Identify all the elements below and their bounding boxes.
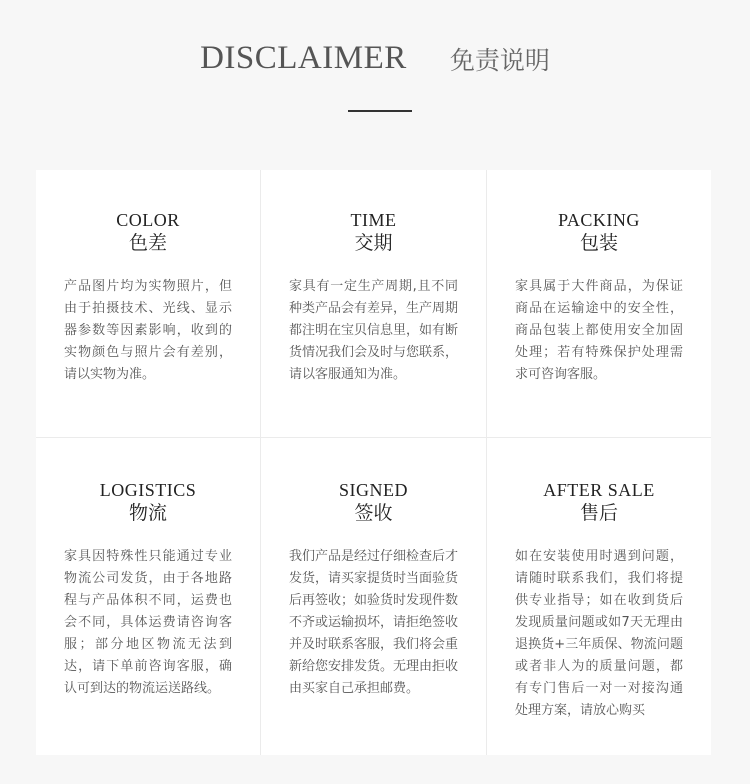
card-description: 如在安装使用时遇到问题，请随时联系我们，我们将提供专业指导；如在收到货后发现质量问题或如7天无理由退换货+三年质保、物流问题或者非人为的质量问题，都有专门售后一对一对接沟通处理方案，请放心购买: [515, 549, 683, 718]
disclaimer-grid: [36, 170, 711, 755]
disclaimer-header: [0, 40, 750, 77]
card-description: 家具有一定生产周期,且不同种类产品会有差异，生产周期都注明在宝贝信息里，如有断货情况我们会及时与您联系，请以客服通知为准。: [289, 279, 459, 382]
card-title-en: SIGNED: [339, 480, 408, 500]
card-time: [261, 170, 486, 437]
card-description: 家具属于大件商品，为保证商品在运输途中的安全性，商品包装上都使用安全加固处理；若有特殊保护处理需求可咨询客服。: [515, 279, 683, 382]
card-signed: [261, 438, 486, 755]
card-logistics: [36, 438, 260, 755]
card-description: 家具因特殊性只能通过专业物流公司发货，由于各地路程与产品体积不同，运费也会不同，具体运费请咨询客服；部分地区物流无法到达，请下单前咨询客服，确认可到达的物流运送路线。: [64, 549, 232, 696]
card-title-en: COLOR: [116, 210, 180, 230]
card-after-sale: [487, 438, 711, 755]
card-title-cn: 物流: [128, 502, 167, 524]
card-description: 我们产品是经过仔细检查后才发货，请买家提货时当面验货后再签收；如验货时发现件数不齐或运输损坏，请拒绝签收并及时联系客服，我们将会重新给您安排发货。无理由拒收由买家自己承担邮费。: [289, 549, 459, 696]
card-title-cn: 签收: [354, 502, 393, 524]
card-title-en: PACKING: [558, 210, 640, 230]
card-title-cn: 售后: [579, 502, 618, 524]
card-color: [36, 170, 260, 437]
card-title-cn: 色差: [128, 232, 167, 254]
card-title-en: TIME: [350, 210, 397, 230]
card-title-cn: 包装: [579, 232, 618, 254]
header-divider: [348, 110, 412, 112]
card-title-en: AFTER SALE: [543, 480, 655, 500]
card-description: 产品图片均为实物照片，但由于拍摄技术、光线、显示器参数等因素影响，收到的实物颜色与照片会有差别，请以实物为准。: [64, 279, 232, 382]
header-title-cn: 免责说明: [449, 45, 550, 75]
card-packing: [487, 170, 711, 437]
card-title-cn: 交期: [354, 232, 393, 254]
header-title-en: DISCLAIMER: [200, 40, 407, 76]
card-title-en: LOGISTICS: [99, 480, 197, 500]
